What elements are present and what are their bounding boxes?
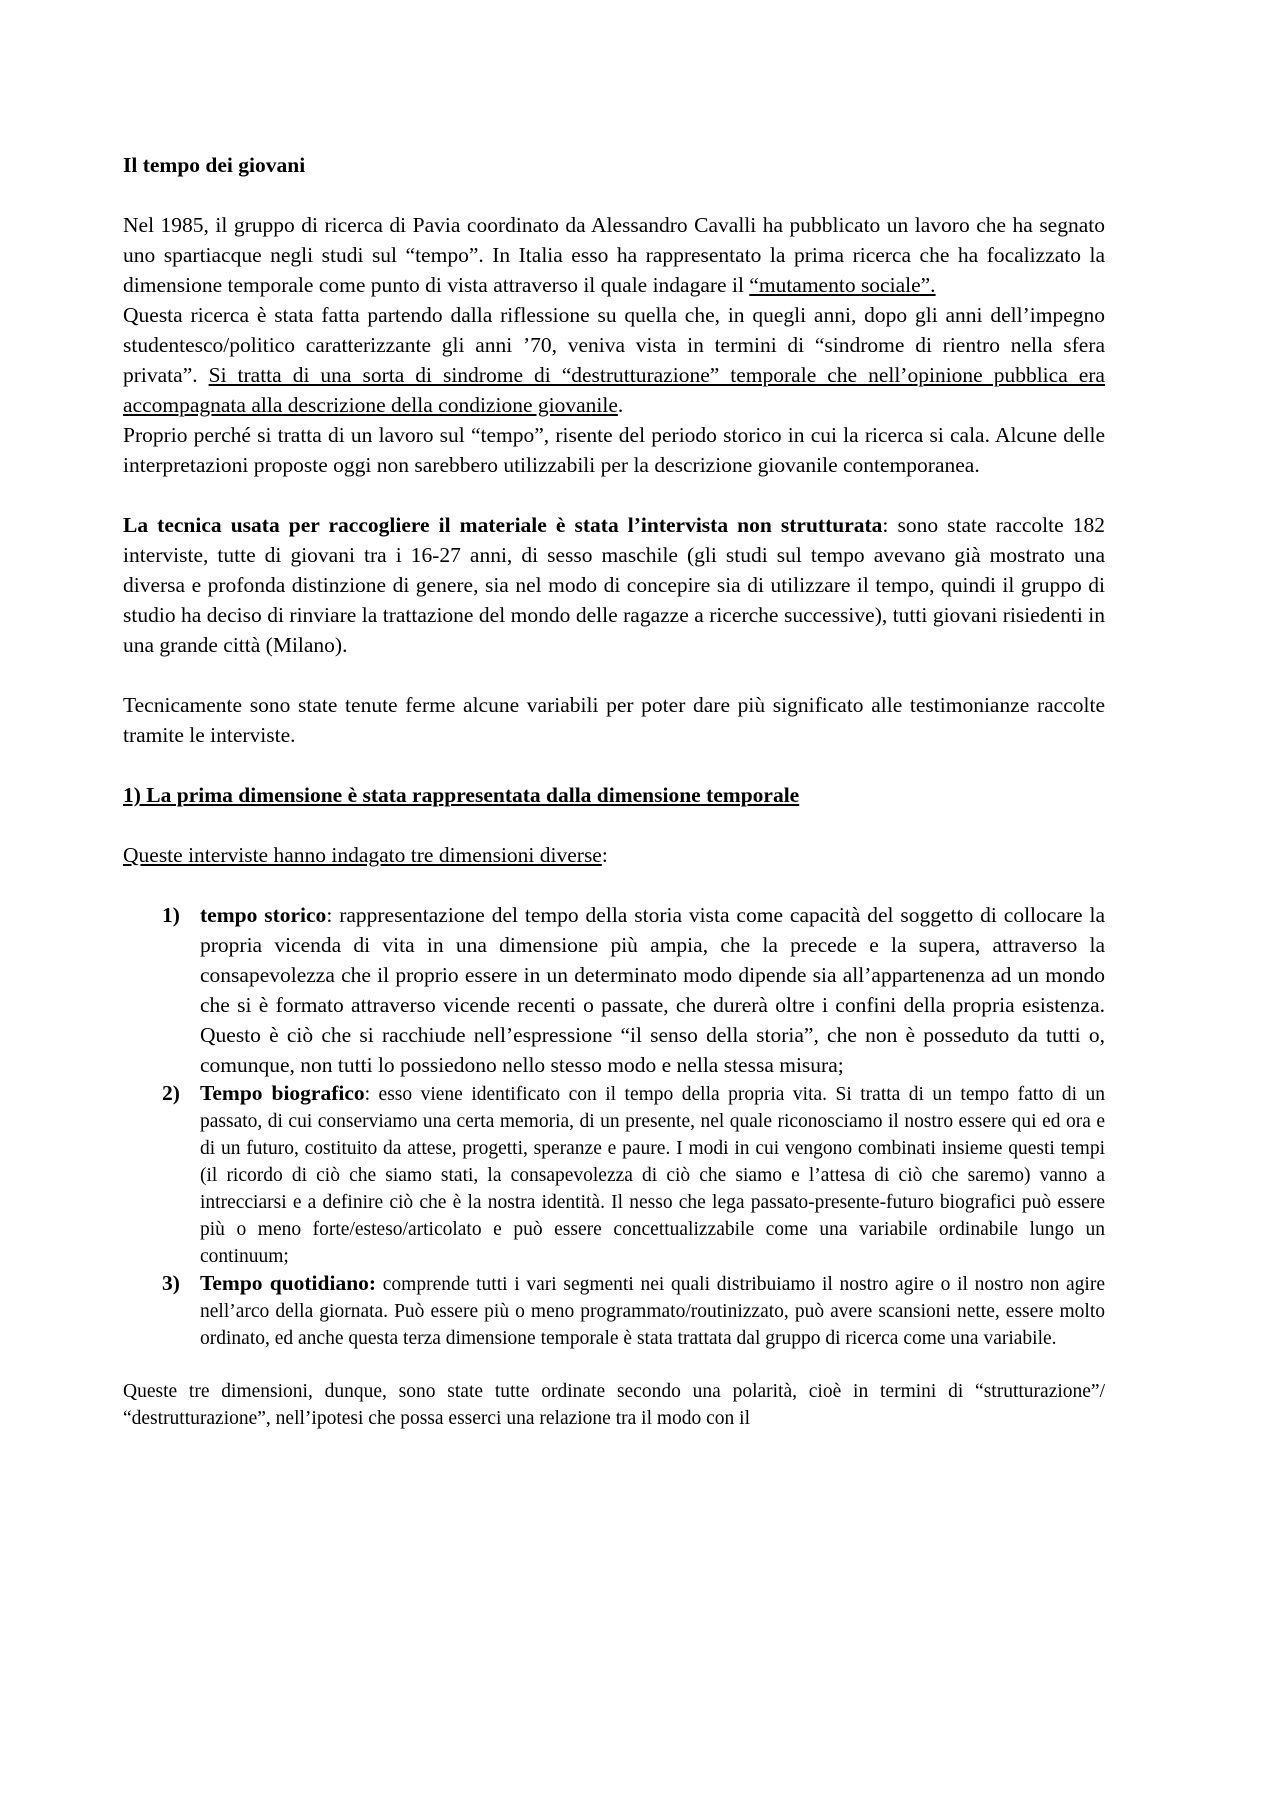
list-intro	[123, 840, 1105, 870]
list-item-number: 2)	[162, 1081, 180, 1105]
list-item	[162, 900, 1105, 1080]
list-item-term: Tempo biografico	[200, 1081, 365, 1105]
list-item	[162, 1270, 1105, 1352]
list-intro-end: :	[601, 843, 608, 867]
intro-paragraph-1	[123, 210, 1105, 300]
intro-paragraph-1-text: Nel 1985, il gruppo di ricerca di Pavia coordinato da Alessandro Cavalli ha pubblicato un lavoro che ha segnato uno spartiacque negli studi sul “tempo”. In Italia esso ha rappresentato la prima ricerca che ha focalizzato la dimensione temporale come punto di vista attraverso il quale indagare il	[123, 213, 1105, 297]
closing-paragraph: Queste tre dimensioni, dunque, sono state tutte ordinate secondo una polarità, cioè in termini di “strutturazione”/ “destrutturazione”, nell’ipotesi che possa esserci una relazione tra il modo con il	[123, 1381, 1105, 1429]
section-heading: 1) La prima dimensione è stata rappresentata dalla dimensione temporale	[123, 783, 800, 807]
list-item-text: comprende tutti i vari segmenti nei quali distribuiamo il nostro agire o il nostro non agire nell’arco della giornata. Può essere più o meno programmato/routinizzato, può avere scansioni nette, essere molto ordinato, ed anche questa terza dimensione temporale è stata trattata dal gruppo di ricerca come una variabile.	[200, 1274, 1105, 1349]
technique-paragraph	[123, 510, 1105, 660]
list-item-text: : rappresentazione del tempo della storia vista come capacità del soggetto di collocare la propria vicenda di vita in una dimensione più ampia, che la precede e la supera, attraverso la consapevolezza che il proprio essere in un determinato modo dipende sia all’appartenenza ad un mondo che si è formato attraverso vicende recenti o passate, che durerà oltre i confini della propria esistenza. Questo è ciò che si racchiude nell’espressione “il senso della storia”, che non è posseduto da tutti o, comunque, non tutti lo possiedono nello stesso modo e nella stessa misura;	[200, 903, 1105, 1077]
intro-paragraph-2-text: Questa ricerca è stata fatta partendo dalla riflessione su quella che, in quegli anni, dopo gli anni dell’impegno studentesco/politico caratterizzante gli anni ’70, veniva vista in termini di “sindrome di rientro nella sfera privata”.	[123, 303, 1105, 387]
technique-bold: La tecnica usata per raccogliere il materiale è stata l’intervista non strutturata	[123, 513, 883, 537]
intro-paragraph-1-underlined: “mutamento sociale”.	[749, 273, 936, 297]
list-item-term: tempo storico	[200, 903, 327, 927]
variables-paragraph: Tecnicamente sono state tenute ferme alcune variabili per poter dare più significato alle testimonianze raccolte tramite le interviste.	[123, 693, 1105, 747]
list-item	[162, 1080, 1105, 1270]
list-item-term: Tempo quotidiano:	[200, 1271, 377, 1295]
intro-paragraph-2-end: .	[617, 393, 624, 417]
dimensions-list	[123, 900, 1105, 1352]
document-page	[123, 150, 1105, 1432]
technique-text: : sono state raccolte 182 interviste, tutte di giovani tra i 16-27 anni, di sesso maschile (gli studi sul tempo avevano già mostrato una diversa e profonda distinzione di genere, sia nel modo di concepire sia di utilizzare il tempo, quindi il gruppo di studio ha deciso di rinviare la trattazione del mondo delle ragazze a ricerche successive), tutti giovani risiedenti in una grande città (Milano).	[123, 513, 1105, 657]
intro-paragraph-3: Proprio perché si tratta di un lavoro sul “tempo”, risente del periodo storico in cui la ricerca si cala. Alcune delle interpretazioni proposte oggi non sarebbero utilizzabili per la descrizione giovanile contemporanea.	[123, 423, 1105, 477]
list-item-text: : esso viene identificato con il tempo della propria vita. Si tratta di un tempo fatto di un passato, di cui conserviamo una certa memoria, di un presente, nel quale riconosciamo il nostro essere qui ed ora e di un futuro, costituito da attese, progetti, speranze e paure. I modi in cui vengono combinati insieme questi tempi (il ricordo di ciò che siamo stati, la consapevolezza di ciò che siamo e l’attesa di ciò che saremo) vanno a intrecciarsi e a definire ciò che è la nostra identità. Il nesso che lega passato-presente-futuro biografici può essere più o meno forte/esteso/articolato e può essere concettualizzabile come una variabile ordinabile lungo un continuum;	[200, 1084, 1105, 1267]
list-intro-underlined: Queste interviste hanno indagato tre dimensioni diverse	[123, 843, 602, 867]
intro-paragraph-2	[123, 300, 1105, 420]
document-title: Il tempo dei giovani	[123, 153, 306, 177]
intro-paragraph-2-underlined: Si tratta di una sorta di sindrome di “destrutturazione” temporale che nell’opinione pubblica era accompagnata alla descrizione della condizione giovanile	[123, 363, 1105, 417]
list-item-number: 3)	[162, 1271, 180, 1295]
list-item-number: 1)	[162, 903, 180, 927]
